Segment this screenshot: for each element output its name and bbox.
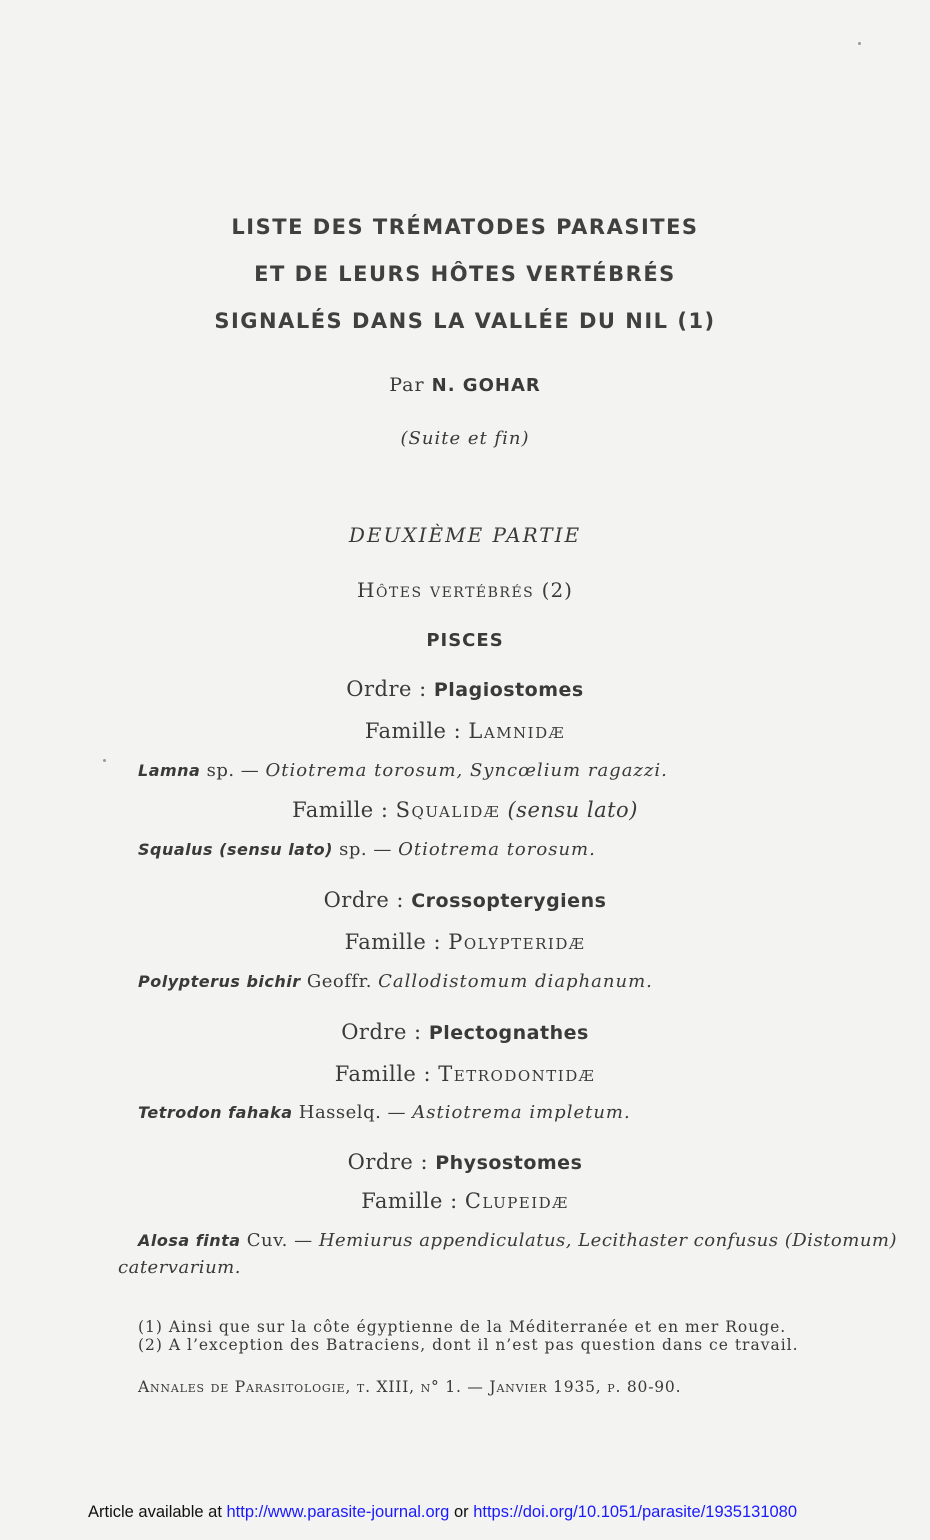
- family-heading: [0, 1062, 930, 1086]
- part-title: DEUXIÈME PARTIE: [348, 523, 582, 547]
- parasite-list: Hemiurus appendiculatus, Lecithaster confusus (Distomum) catervarium.: [118, 1230, 897, 1278]
- parasite-list: Callodistomum diaphanum.: [378, 971, 653, 992]
- host-authority: Geoffr.: [300, 971, 379, 992]
- doi-link[interactable]: https://doi.org/10.1051/parasite/1935131080: [473, 1503, 798, 1521]
- parasite-list: Astiotrema impletum.: [412, 1102, 631, 1123]
- author-line: [0, 374, 930, 396]
- family-name: Clupeidæ: [464, 1189, 569, 1213]
- family-heading: [0, 719, 930, 743]
- availability-line: [88, 1503, 797, 1522]
- host-entry: [138, 839, 596, 860]
- family-label: Famille :: [364, 719, 462, 743]
- order-label: Ordre :: [341, 1020, 422, 1044]
- order-name: Plagiostomes: [433, 679, 584, 701]
- footnote-2: (2) A l’exception des Batraciens, dont il n’est pas question dans ce travail.: [138, 1336, 799, 1354]
- title-line-1: LISTE DES TRÉMATODES PARASITES: [231, 215, 699, 239]
- availability-prefix: Article available at: [88, 1503, 227, 1521]
- family-label: Famille :: [361, 1189, 458, 1213]
- parasite-list: Otiotrema torosum.: [398, 839, 596, 860]
- continuation-note: (Suite et fin): [400, 428, 530, 449]
- author-prefix: Par: [389, 374, 425, 396]
- scan-speck: [103, 759, 106, 762]
- family-label: Famille :: [334, 1062, 432, 1086]
- family-heading: [0, 1189, 930, 1213]
- host-entry: [138, 971, 653, 992]
- family-name: Tetrodontidæ: [438, 1062, 596, 1086]
- family-name: Lamnidæ: [468, 719, 566, 743]
- family-qualifier: (sensu lato): [507, 798, 638, 822]
- availability-separator: or: [449, 1503, 474, 1521]
- order-heading: [0, 677, 930, 701]
- title-line-2: ET DE LEURS HÔTES VERTÉBRÉS: [254, 262, 676, 286]
- parasite-list: Otiotrema torosum, Syncœlium ragazzi.: [265, 760, 668, 781]
- family-label: Famille :: [292, 798, 389, 822]
- host-entry: [138, 1102, 631, 1123]
- author-name: N. GOHAR: [431, 375, 541, 396]
- family-label: Famille :: [344, 930, 442, 954]
- journal-reference: Annales de Parasitologie, t. XIII, n° 1. — Janvier 1935, p. 80-90.: [138, 1378, 682, 1396]
- section-footnote-ref: (2): [541, 578, 573, 602]
- host-species: Alosa finta: [138, 1231, 241, 1250]
- host-species: Polypterus bichir: [138, 972, 301, 991]
- family-heading: [0, 930, 930, 954]
- section-heading: [0, 578, 930, 602]
- family-heading: [0, 798, 930, 822]
- host-entry: [118, 1227, 898, 1281]
- host-authority: sp. —: [332, 839, 399, 860]
- section-word-2: vertébrés: [429, 578, 535, 602]
- order-name: Crossopterygiens: [411, 890, 607, 912]
- order-label: Ordre :: [347, 1150, 429, 1174]
- family-name: Squalidæ: [395, 798, 501, 822]
- order-label: Ordre :: [323, 888, 405, 912]
- section-word-1: Hôtes: [357, 578, 423, 602]
- host-authority: Cuv. —: [240, 1230, 319, 1251]
- host-authority: Hasselq. —: [292, 1102, 413, 1123]
- family-name: Polypteridæ: [448, 930, 586, 954]
- footnote-1: (1) Ainsi que sur la côte égyptienne de la Méditerranée et en mer Rouge.: [138, 1318, 787, 1336]
- order-heading: [0, 1020, 930, 1044]
- class-heading: PISCES: [426, 630, 504, 651]
- host-authority: sp. —: [200, 760, 266, 781]
- order-heading: [0, 888, 930, 912]
- order-name: Physostomes: [435, 1152, 583, 1174]
- order-name: Plectognathes: [428, 1022, 589, 1044]
- host-entry: [138, 760, 668, 781]
- order-heading: [0, 1150, 930, 1174]
- journal-link[interactable]: http://www.parasite-journal.org: [226, 1503, 450, 1521]
- title-line-3: SIGNALÉS DANS LA VALLÉE DU NIL (1): [214, 309, 716, 333]
- order-label: Ordre :: [346, 677, 427, 701]
- scan-speck: [858, 42, 861, 45]
- host-species: Squalus (sensu lato): [138, 840, 333, 859]
- host-species: Tetrodon fahaka: [138, 1103, 293, 1122]
- host-species: Lamna: [138, 761, 201, 780]
